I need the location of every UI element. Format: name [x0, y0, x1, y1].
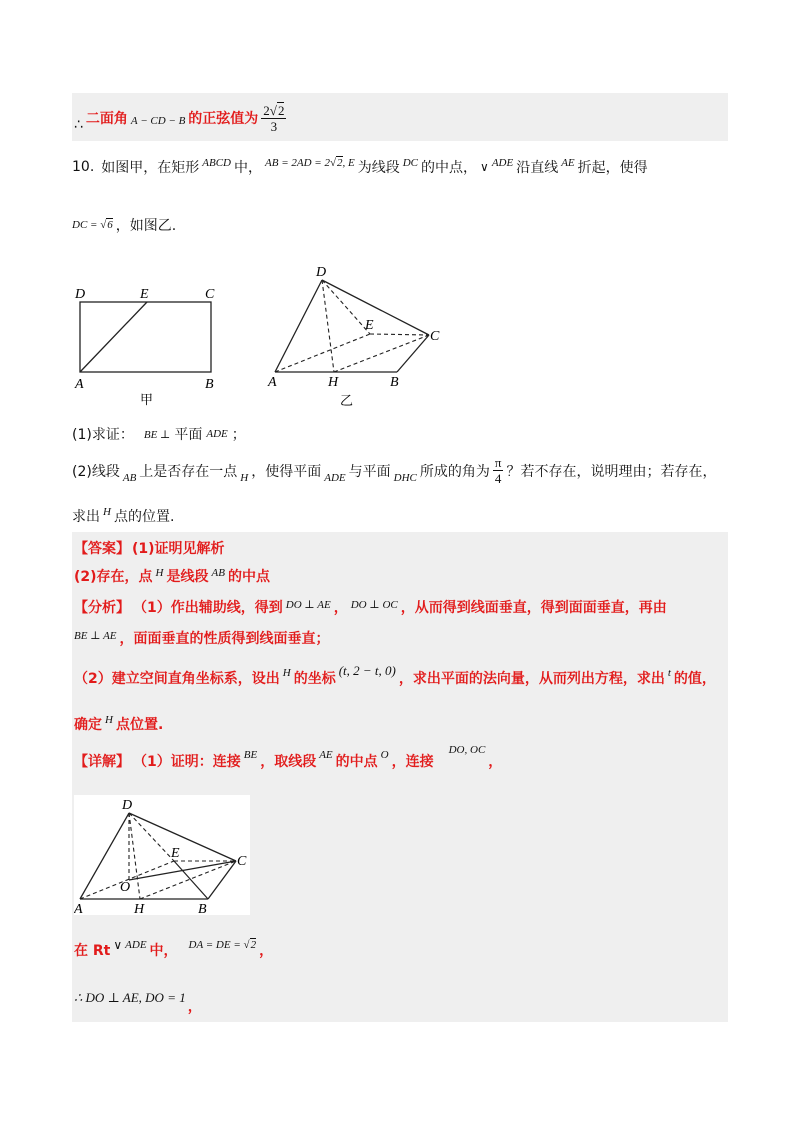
label-C: C	[205, 287, 215, 302]
figure-yi	[262, 262, 452, 410]
question-part2-line2: 求出 H 点的位置.	[72, 506, 175, 525]
problem-statement-line1: 10. 如图甲，在矩形 ABCD 中， AB = 2AD = 2√2, E 为线段 DC 的中点， ∨ ADE 沿直线 AE 折起，使得	[72, 157, 648, 176]
label-D: D	[316, 265, 327, 280]
label-H: H	[328, 375, 339, 390]
label-B: B	[205, 377, 214, 392]
label-D: D	[122, 798, 133, 813]
label-A: A	[268, 375, 277, 390]
caption-jia: 甲	[140, 393, 154, 408]
detail-rt-line: 在 Rt ∨ ADE 中， DA = DE = √2 ，	[74, 938, 274, 959]
problem-statement-line2: DC = √6 ，如图乙.	[72, 218, 177, 234]
label-H: H	[134, 902, 145, 915]
label-B: B	[390, 375, 399, 390]
answer-line2: (2)存在，点 H 是线段 AB 的中点	[74, 567, 270, 585]
label-D: D	[75, 287, 86, 302]
analysis-line2: BE ⊥ AE ，面面垂直的性质得到线面垂直；	[74, 629, 330, 647]
caption-yi: 乙	[340, 394, 354, 409]
figure-jia	[70, 280, 230, 410]
label-E: E	[171, 846, 180, 861]
detail-line1: 【详解】 （1）证明：连接 BE ，取线段 AE 的中点 O ，连接 DO, OC ，	[74, 744, 503, 770]
label-O: O	[120, 880, 131, 895]
label-E: E	[140, 287, 149, 302]
figure-detail	[74, 795, 250, 915]
question-part1: (1)求证： BE ⊥ 平面 ADE ；	[72, 427, 246, 443]
detail-therefore-line: ∴ DO ⊥ AE, DO = 1 ，	[74, 990, 202, 1015]
label-A: A	[75, 377, 84, 392]
label-B: B	[198, 902, 207, 915]
answer-tag: 【答案】	[74, 541, 130, 557]
rectangle-abcd	[80, 302, 211, 372]
solid-construction-lines	[129, 861, 236, 899]
detail-tag: 【详解】	[74, 754, 130, 770]
folded-pyramid	[275, 280, 429, 372]
label-A: A	[74, 902, 83, 915]
previous-conclusion: ∴ 二面角 A − CD − B 的正弦值为 $\frac{2√2}{3}$	[74, 102, 285, 134]
fraction-pi-over-4: $\frac{\pi}{4}$	[494, 455, 502, 486]
answer-line1: 【答案】 (1)证明见解析	[74, 538, 225, 558]
therefore-symbol: ∴	[74, 117, 83, 133]
analysis-line3: （2）建立空间直角坐标系，设出 H 的坐标 (t, 2 − t, 0) ，求出平面的法向量，从而列出方程，求出 t 的值，	[74, 663, 716, 687]
label-C: C	[237, 854, 247, 869]
problem-number: 10.	[72, 159, 95, 175]
analysis-tag: 【分析】	[74, 600, 130, 616]
question-part2-line1: (2)线段 AB 上是否存在一点 H ，使得平面 ADE 与平面 DHC 所成的角为 $\frac{\pi}{4}$ ？若不存在，说明理由；若存在，	[72, 455, 717, 486]
pyramid-with-midpoint	[80, 813, 236, 899]
fraction-2sqrt2-over-3: $\frac{2√2}{3}$	[263, 102, 285, 134]
label-C: C	[430, 329, 440, 344]
analysis-line1: 【分析】 （1）作出辅助线，得到 DO ⊥ AE ， DO ⊥ OC ，从而得到线面垂直，得到面面垂直，再由	[74, 598, 667, 616]
analysis-line4: 确定 H 点位置.	[74, 714, 164, 733]
label-E: E	[365, 318, 374, 333]
